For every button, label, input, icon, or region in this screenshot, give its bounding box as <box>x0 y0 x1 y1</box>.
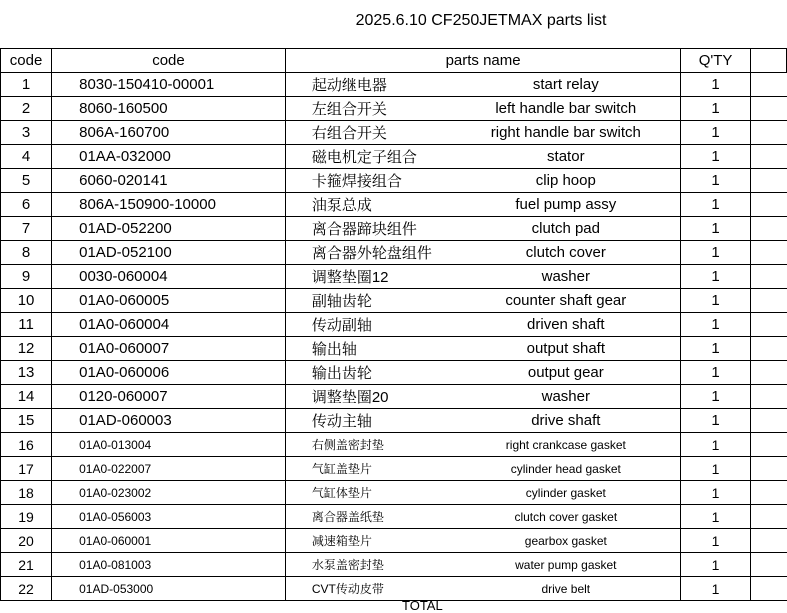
table-row <box>1 289 787 313</box>
extra-cell <box>750 361 786 385</box>
table-row <box>1 481 787 505</box>
extra-cell <box>750 337 786 361</box>
extra-cell <box>750 529 786 553</box>
extra-cell <box>750 217 786 241</box>
table-row <box>1 553 787 577</box>
extra-cell <box>750 145 786 169</box>
part-quantity: 1 <box>681 265 750 289</box>
table-row <box>1 169 787 193</box>
extra-cell <box>750 289 786 313</box>
row-number: 12 <box>1 337 52 361</box>
extra-cell <box>750 313 786 337</box>
part-name-chinese: 输出齿轮 <box>285 361 451 385</box>
part-name-english: counter shaft gear <box>451 289 681 313</box>
table-row <box>1 73 787 97</box>
part-code: 806A-160700 <box>52 121 286 145</box>
row-number: 11 <box>1 313 52 337</box>
part-code: 01A0-060001 <box>52 529 286 553</box>
part-name-english: output gear <box>451 361 681 385</box>
extra-cell <box>750 409 786 433</box>
part-code: 01A0-060005 <box>52 289 286 313</box>
part-code: 8030-150410-00001 <box>52 73 286 97</box>
part-name-chinese: 调整垫圈12 <box>285 265 451 289</box>
table-row <box>1 433 787 457</box>
part-name-chinese: 输出轴 <box>285 337 451 361</box>
extra-cell <box>750 73 786 97</box>
part-name-chinese: 传动副轴 <box>285 313 451 337</box>
row-number: 20 <box>1 529 52 553</box>
part-quantity: 1 <box>681 169 750 193</box>
table-row <box>1 121 787 145</box>
header-code: code <box>52 49 286 73</box>
part-quantity: 1 <box>681 553 750 577</box>
row-number: 5 <box>1 169 52 193</box>
part-name-chinese: 副轴齿轮 <box>285 289 451 313</box>
extra-cell <box>750 97 786 121</box>
row-number: 13 <box>1 361 52 385</box>
row-number: 10 <box>1 289 52 313</box>
part-name-english: clip hoop <box>451 169 681 193</box>
extra-cell <box>750 241 786 265</box>
part-code: 01A0-060007 <box>52 337 286 361</box>
table-body <box>1 73 787 601</box>
row-number: 3 <box>1 121 52 145</box>
part-code: 01A0-013004 <box>52 433 286 457</box>
part-code: 01AD-052200 <box>52 217 286 241</box>
part-quantity: 1 <box>681 385 750 409</box>
part-name-chinese: CVT传动皮带 <box>285 577 451 601</box>
part-quantity: 1 <box>681 121 750 145</box>
part-quantity: 1 <box>681 217 750 241</box>
part-name-english: left handle bar switch <box>451 97 681 121</box>
part-name-english: drive belt <box>451 577 681 601</box>
row-number: 8 <box>1 241 52 265</box>
part-code: 01AD-060003 <box>52 409 286 433</box>
part-name-english: right crankcase gasket <box>451 433 681 457</box>
part-name-english: start relay <box>451 73 681 97</box>
part-code: 01A0-060006 <box>52 361 286 385</box>
extra-cell <box>750 193 786 217</box>
part-quantity: 1 <box>681 193 750 217</box>
table-row <box>1 337 787 361</box>
part-quantity: 1 <box>681 409 750 433</box>
part-quantity: 1 <box>681 457 750 481</box>
part-name-chinese: 减速箱垫片 <box>285 529 451 553</box>
part-code: 6060-020141 <box>52 169 286 193</box>
part-code: 01AA-032000 <box>52 145 286 169</box>
part-code: 0120-060007 <box>52 385 286 409</box>
part-name-english: stator <box>451 145 681 169</box>
row-number: 9 <box>1 265 52 289</box>
part-name-chinese: 传动主轴 <box>285 409 451 433</box>
part-name-chinese: 水泵盖密封垫 <box>285 553 451 577</box>
part-quantity: 1 <box>681 505 750 529</box>
total-label: TOTAL <box>402 598 443 613</box>
row-number: 15 <box>1 409 52 433</box>
extra-cell <box>750 481 786 505</box>
header-qty: Q'TY <box>681 49 750 73</box>
part-name-chinese: 磁电机定子组合 <box>285 145 451 169</box>
table-row <box>1 97 787 121</box>
part-name-english: clutch pad <box>451 217 681 241</box>
extra-cell <box>750 385 786 409</box>
part-code: 01A0-022007 <box>52 457 286 481</box>
extra-cell <box>750 433 786 457</box>
part-name-english: right handle bar switch <box>451 121 681 145</box>
extra-cell <box>750 121 786 145</box>
extra-cell <box>750 577 786 601</box>
part-name-english: driven shaft <box>451 313 681 337</box>
part-name-english: cylinder gasket <box>451 481 681 505</box>
part-quantity: 1 <box>681 481 750 505</box>
table-row <box>1 505 787 529</box>
table-row <box>1 385 787 409</box>
part-name-english: fuel pump assy <box>451 193 681 217</box>
part-name-english: washer <box>451 265 681 289</box>
part-quantity: 1 <box>681 313 750 337</box>
part-quantity: 1 <box>681 361 750 385</box>
part-code: 0030-060004 <box>52 265 286 289</box>
row-number: 19 <box>1 505 52 529</box>
part-code: 8060-160500 <box>52 97 286 121</box>
part-code: 01AD-052100 <box>52 241 286 265</box>
part-name-english: washer <box>451 385 681 409</box>
row-number: 4 <box>1 145 52 169</box>
row-number: 2 <box>1 97 52 121</box>
part-quantity: 1 <box>681 145 750 169</box>
row-number: 1 <box>1 73 52 97</box>
extra-cell <box>750 553 786 577</box>
row-number: 6 <box>1 193 52 217</box>
row-number: 17 <box>1 457 52 481</box>
header-parts-name: parts name <box>285 49 681 73</box>
table-row <box>1 409 787 433</box>
table-row <box>1 457 787 481</box>
row-number: 22 <box>1 577 52 601</box>
part-name-chinese: 气缸盖垫片 <box>285 457 451 481</box>
part-name-english: cylinder head gasket <box>451 457 681 481</box>
row-number: 7 <box>1 217 52 241</box>
extra-cell <box>750 265 786 289</box>
part-code: 806A-150900-10000 <box>52 193 286 217</box>
part-name-chinese: 气缸体垫片 <box>285 481 451 505</box>
part-name-chinese: 起动继电器 <box>285 73 451 97</box>
row-number: 21 <box>1 553 52 577</box>
part-name-english: clutch cover <box>451 241 681 265</box>
part-name-chinese: 离合器盖纸垫 <box>285 505 451 529</box>
part-name-chinese: 离合器蹄块组件 <box>285 217 451 241</box>
part-code: 01A0-081003 <box>52 553 286 577</box>
row-number: 14 <box>1 385 52 409</box>
part-name-chinese: 卡箍焊接组合 <box>285 169 451 193</box>
part-name-chinese: 离合器外轮盘组件 <box>285 241 451 265</box>
page-title: 2025.6.10 CF250JETMAX parts list <box>355 12 607 29</box>
extra-cell <box>750 505 786 529</box>
part-name-chinese: 右侧盖密封垫 <box>285 433 451 457</box>
part-quantity: 1 <box>681 241 750 265</box>
table-row <box>1 241 787 265</box>
table-row <box>1 577 787 601</box>
part-name-english: output shaft <box>451 337 681 361</box>
table-row <box>1 217 787 241</box>
extra-cell <box>750 169 786 193</box>
part-name-english: water pump gasket <box>451 553 681 577</box>
part-name-english: gearbox gasket <box>451 529 681 553</box>
extra-cell <box>750 457 786 481</box>
part-quantity: 1 <box>681 529 750 553</box>
part-quantity: 1 <box>681 337 750 361</box>
part-code: 01AD-053000 <box>52 577 286 601</box>
header-extra <box>750 49 786 73</box>
part-name-chinese: 调整垫圈20 <box>285 385 451 409</box>
part-code: 01A0-023002 <box>52 481 286 505</box>
part-name-english: clutch cover gasket <box>451 505 681 529</box>
part-name-chinese: 右组合开关 <box>285 121 451 145</box>
part-quantity: 1 <box>681 289 750 313</box>
row-number: 16 <box>1 433 52 457</box>
table-row <box>1 193 787 217</box>
part-quantity: 1 <box>681 433 750 457</box>
parts-table <box>0 48 787 601</box>
part-name-chinese: 左组合开关 <box>285 97 451 121</box>
part-quantity: 1 <box>681 577 750 601</box>
table-row <box>1 361 787 385</box>
part-name-english: drive shaft <box>451 409 681 433</box>
table-header-row <box>1 49 787 73</box>
table-row <box>1 145 787 169</box>
part-quantity: 1 <box>681 97 750 121</box>
table-row <box>1 313 787 337</box>
row-number: 18 <box>1 481 52 505</box>
table-row <box>1 529 787 553</box>
part-code: 01A0-056003 <box>52 505 286 529</box>
part-name-chinese: 油泵总成 <box>285 193 451 217</box>
part-quantity: 1 <box>681 73 750 97</box>
header-index: code <box>1 49 52 73</box>
part-code: 01A0-060004 <box>52 313 286 337</box>
table-row <box>1 265 787 289</box>
